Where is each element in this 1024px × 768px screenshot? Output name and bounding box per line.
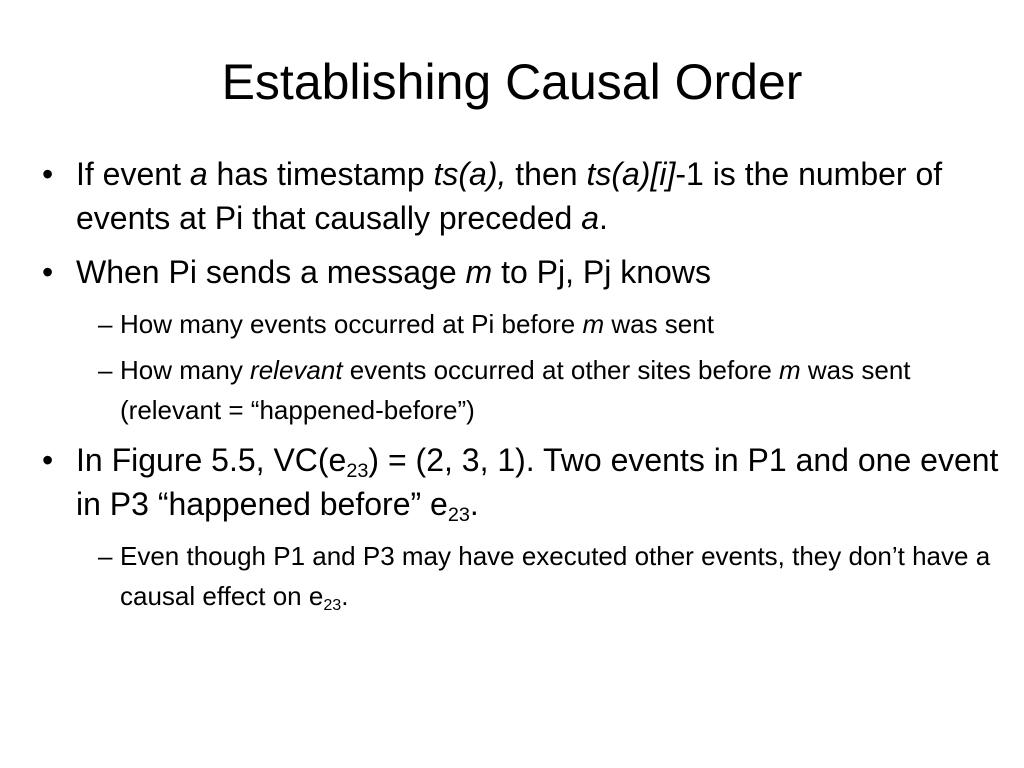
bullet-marker: • xyxy=(42,254,54,290)
slide-title: Establishing Causal Order xyxy=(221,54,803,110)
bullet-italic: ts(a)[i] xyxy=(586,156,676,192)
sub-bullet-text: How many events occurred at Pi before xyxy=(120,309,583,339)
sub-bullet-italic: m xyxy=(582,309,605,339)
bullet-text: then xyxy=(506,156,587,192)
bullet-text: to Pj, Pj knows xyxy=(492,254,711,290)
sub-bullet-italic: m xyxy=(779,355,801,385)
sub-bullet-events-at-pi xyxy=(98,304,1002,344)
bullet-italic: ts(a), xyxy=(433,156,507,192)
sub-bullet-text: How many xyxy=(120,355,251,385)
bullet-marker: • xyxy=(42,156,54,192)
sub-bullet-text: . xyxy=(341,581,349,611)
sub-bullet-text: events occurred at other sites before xyxy=(342,355,779,385)
dash-marker: – xyxy=(98,355,113,385)
bullet-text: has timestamp xyxy=(207,156,434,192)
sub-bullet-text: was sent (relevant = “happened-before”) xyxy=(120,355,911,425)
bullet-italic: m xyxy=(465,254,493,290)
sub-bullet-italic: relevant xyxy=(250,355,343,385)
bullet-figure-example xyxy=(42,438,1002,526)
subscript: 23 xyxy=(447,503,470,526)
sub-bullet-no-causal-effect xyxy=(98,536,1002,616)
slide-body xyxy=(42,152,1002,624)
bullet-text: If event xyxy=(76,156,190,192)
dash-marker: – xyxy=(98,541,113,571)
bullet-text: -1 is the number of events at Pi that causally preceded xyxy=(76,156,943,236)
bullet-marker: • xyxy=(42,442,54,478)
dash-marker: – xyxy=(98,309,113,339)
subscript: 23 xyxy=(323,595,342,614)
bullet-text: In Figure 5.5, VC(e xyxy=(76,442,347,478)
bullet-text: ) = (2, 3, 1). Two events in P1 and one event in P3 “happened before” e xyxy=(76,442,999,522)
bullet-timestamp xyxy=(42,152,1002,240)
sub-bullet-text: Even though P1 and P3 may have executed other events, they don’t have a causal effect on e xyxy=(120,541,991,611)
bullet-text: . xyxy=(469,486,479,522)
sub-bullet-text: was sent xyxy=(604,309,714,339)
bullet-text: When Pi sends a message xyxy=(76,254,466,290)
bullet-italic: a xyxy=(581,200,599,236)
bullet-send-message xyxy=(42,250,1002,294)
bullet-italic: a xyxy=(189,156,208,192)
sub-bullet-relevant-events xyxy=(98,350,1002,430)
subscript: 23 xyxy=(346,459,369,482)
bullet-text: . xyxy=(598,200,608,236)
